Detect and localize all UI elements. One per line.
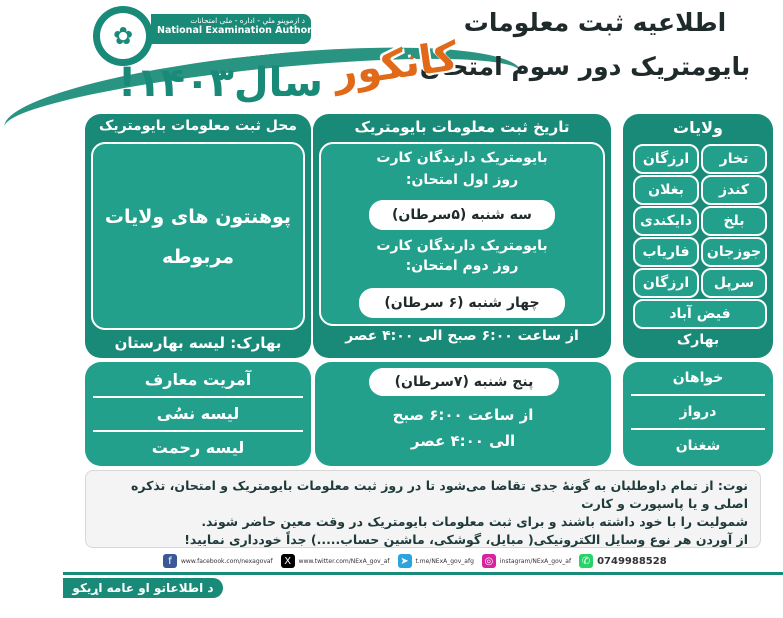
group2-line2: روز دوم امتحان: [405, 258, 519, 274]
divider [631, 394, 765, 396]
instagram-handle: instagram/NExA_gov_af [499, 557, 572, 565]
phone-number: 0749988528 [597, 555, 667, 567]
note-line-1: نوت: از تمام داوطلبان به گونهٔ جدی تقاضا می‌شود تا در روز ثبت معلومات بایومتریک و امتحان، تذکره اصلی و یا پاسپورت و کارت [130, 478, 748, 512]
telegram-link[interactable] [398, 554, 474, 568]
province-bahar: بهارک [676, 332, 720, 348]
group1-line1: بایومتریک دارندگان کارت [376, 150, 548, 166]
province-item: ارزگان [633, 144, 699, 174]
note-line-2: شمولیت را با خود داشته باشند و برای ثبت معلومات بایومتریک در وقت معین حاضر شوند. [201, 514, 748, 530]
location-bahar: بهارک: لیسه بهارستان [114, 334, 282, 352]
provinces-heading: ولایات [673, 118, 723, 137]
telegram-handle: t.me/NExA_gov_afg [415, 557, 474, 565]
announcement-subtitle: بایومتریک دور سوم امتحان [419, 52, 751, 81]
location-heading: محل ثبت معلومات بایومتریک [99, 118, 297, 134]
time3-line1: از ساعت ۶:۰۰ صبح [392, 406, 534, 424]
school-item: لیسه رحمت [151, 438, 245, 457]
announcement-title: اطلاعیه ثبت معلومات [463, 8, 727, 37]
dates-heading: تاریخ ثبت معلومات بایومتریک [354, 118, 570, 136]
note-box [85, 470, 761, 548]
district-item: خواهان [672, 370, 724, 386]
konkur-label: کانکور [330, 33, 461, 97]
facebook-link[interactable] [163, 554, 273, 568]
org-name-box [151, 14, 326, 44]
phone-icon: ✆ [579, 554, 593, 568]
x-icon: X [281, 554, 295, 568]
divider [93, 430, 303, 432]
twitter-link[interactable] [281, 554, 390, 568]
instagram-link[interactable] [482, 554, 571, 568]
note-line-3: از آوردن هر نوع وسایل الکترونیکی( مبایل، گوشکی، ماشین حساب.....) جداً خودداری نمایید! [184, 532, 748, 548]
social-bar [163, 550, 701, 572]
school-item: لیسه نسُی [156, 404, 240, 423]
facebook-handle: www.facebook.com/nexagovaf [181, 557, 273, 565]
group1-date: سه شنبه (۵سرطان) [369, 200, 555, 230]
seal-icon: ✿ [100, 13, 146, 59]
location-inner-box [91, 142, 305, 330]
district-item: درواز [679, 404, 717, 420]
instagram-icon: ◎ [482, 554, 496, 568]
group2-line1: بایومتریک دارندگان کارت [376, 238, 548, 254]
province-item-faizabad: فیض آباد [633, 299, 767, 329]
org-english-name: National Examination Authority [157, 25, 326, 36]
school-item: آمریت معارف [144, 370, 252, 389]
twitter-handle: www.twitter.com/NExA_gov_af [298, 557, 390, 565]
province-item: فاریاب [633, 237, 699, 267]
group2-date: چهار شنبه (۶ سرطان) [359, 288, 565, 318]
org-pashto-name: د ازموینو ملي - اداره - ملی امتحانات [190, 16, 305, 25]
divider [631, 428, 765, 430]
divider [93, 396, 303, 398]
time-range-1: از ساعت ۶:۰۰ صبح الی ۴:۰۰ عصر [345, 328, 579, 344]
province-item: دایکندی [633, 206, 699, 236]
facebook-icon: f [163, 554, 177, 568]
time3-line2: الی ۴:۰۰ عصر [410, 432, 516, 450]
year-label: سال۱۴۰۳! [118, 60, 323, 106]
district-item: شغنان [675, 438, 721, 454]
footer-line [63, 572, 783, 575]
province-item: بلخ [701, 206, 767, 236]
day3-date: پنج شنبه (۷سرطان) [369, 368, 559, 396]
nea-logo [93, 6, 153, 66]
province-item: جوزجان [701, 237, 767, 267]
province-item: بغلان [633, 175, 699, 205]
province-item: سرپل [701, 268, 767, 298]
location-main-2: مربوطه [161, 246, 235, 268]
location-main-1: پوهنتون های ولایات [104, 206, 292, 228]
telegram-icon: ➤ [398, 554, 412, 568]
province-item: کندز [701, 175, 767, 205]
province-item: تخار [701, 144, 767, 174]
province-item: ارزگان [633, 268, 699, 298]
footer-department-tag: د اطلاعاتو او عامه اړیکو آمریت [63, 578, 223, 598]
group1-line2: روز اول امتحان: [405, 172, 519, 188]
phone-link[interactable] [579, 554, 667, 568]
